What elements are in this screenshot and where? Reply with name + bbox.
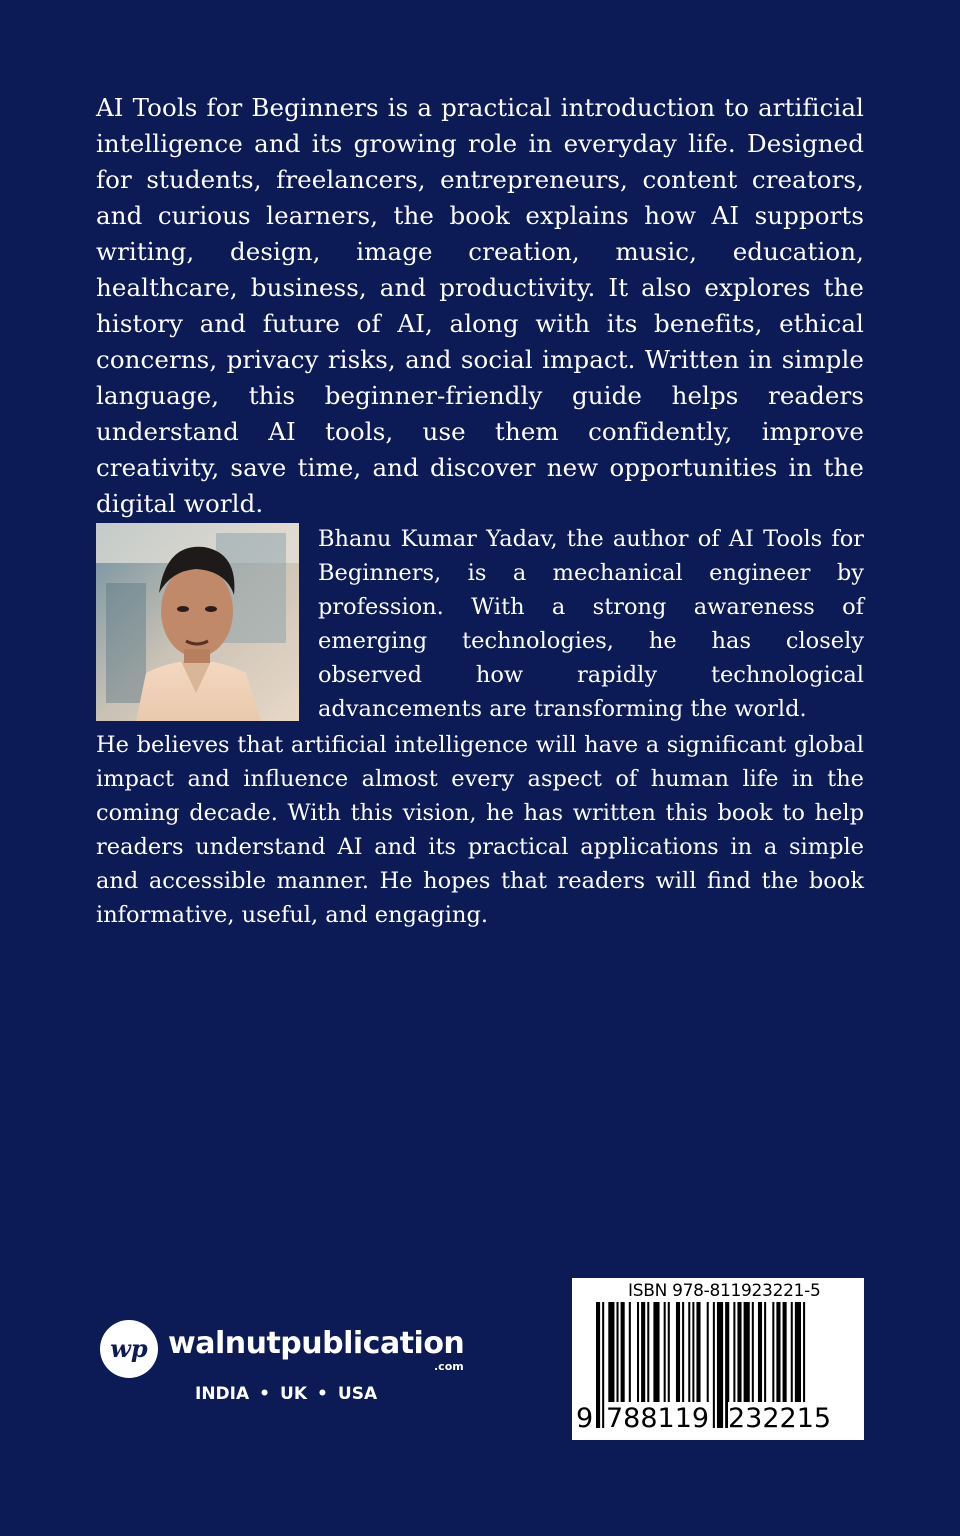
author-photo bbox=[96, 523, 299, 721]
barcode-bar bbox=[717, 1302, 723, 1428]
publisher-block bbox=[100, 1318, 490, 1418]
barcode-bar bbox=[602, 1302, 604, 1428]
publisher-regions bbox=[195, 1382, 377, 1406]
barcode-bar bbox=[713, 1302, 715, 1428]
region-usa: USA bbox=[337, 1384, 378, 1404]
barcode-digit-group-left: 788119 bbox=[606, 1403, 710, 1434]
region-separator: • bbox=[259, 1384, 271, 1404]
isbn-barcode bbox=[572, 1278, 864, 1440]
barcode-digit-lead: 9 bbox=[576, 1403, 594, 1434]
author-bio-continued: He believes that artificial intelligence will have a significant global impact and influence almost every aspect of human life in the coming decade. With this vision, he has written this book to help readers understand AI and its practical applications in a simple and accessible manner. He hopes that readers will find the book informative, useful, and engaging. bbox=[96, 732, 864, 928]
region-india: INDIA bbox=[195, 1384, 250, 1404]
publisher-name: walnutpublication bbox=[168, 1326, 465, 1361]
book-description: AI Tools for Beginners is a practical introduction to artificial intelligence and its growing role in everyday life. Designed for students, freelancers, entrepreneurs, content creators, and curious learners, the book explains how AI supports writing, design, image creation, music, education, healthcare, business, and productivity. It also explores the history and future of AI, along with its benefits, ethical concerns, privacy risks, and social impact. Written in simple language, this beginner-friendly guide helps readers understand AI tools, use them confidently, improve creativity, save time, and discover new opportunities in the digital world. bbox=[96, 93, 864, 518]
barcode-bar bbox=[596, 1302, 600, 1428]
barcode-digit-group-right: 232215 bbox=[728, 1403, 832, 1434]
isbn-label: ISBN 978-811923221-5 bbox=[628, 1281, 821, 1301]
author-portrait-image bbox=[96, 523, 299, 721]
publisher-logo-icon: wp bbox=[100, 1320, 158, 1378]
region-separator: • bbox=[317, 1384, 328, 1404]
region-uk: UK bbox=[280, 1384, 308, 1404]
publisher-domain: .com bbox=[434, 1360, 464, 1373]
author-bio-intro: Bhanu Kumar Yadav, the author of AI Tools for Beginners, is a mechanical engineer by profession. With a strong awareness of emerging technologies, he has closely observed how rapidly technological advancements are transforming the world. bbox=[318, 526, 864, 722]
